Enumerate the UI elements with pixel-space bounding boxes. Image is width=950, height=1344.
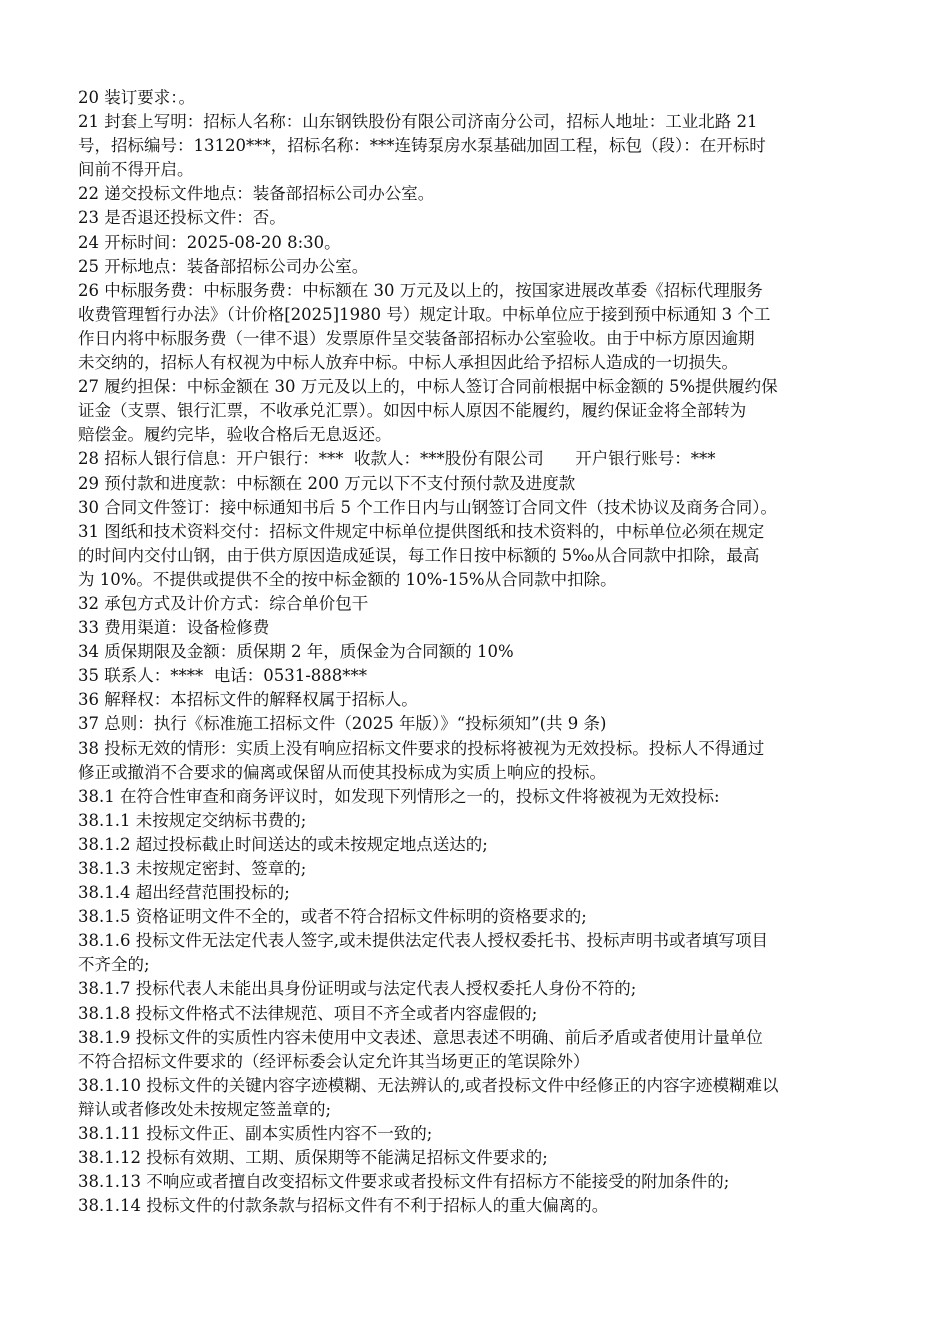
text-line: 21 封套上写明：招标人名称：山东钢铁股份有限公司济南分公司，招标人地址：工业北路 21	[78, 112, 758, 132]
text-line: 33 费用渠道：设备检修费	[78, 618, 270, 638]
text-line: 收费管理暂行办法》（计价格[2025]1980 号）规定计取。中标单位应于接到预中标通知 3 个工	[78, 304, 771, 324]
text-line: 23 是否退还投标文件：否。	[78, 208, 286, 228]
text-line: 38.1.13 不响应或者擅自改变招标文件要求或者投标文件有招标方不能接受的附加条件的;	[78, 1172, 730, 1192]
text-line: 25 开标地点：装备部招标公司办公室。	[78, 256, 369, 276]
text-line: 38.1.7 投标代表人未能出具身份证明或与法定代表人授权委托人身份不符的;	[78, 979, 637, 999]
text-line: 37 总则：执行《标准施工招标文件（2025 年版）》“投标须知”(共 9 条)	[78, 714, 607, 734]
text-line: 38.1.8 投标文件格式不法律规范、项目不齐全或者内容虚假的;	[78, 1003, 538, 1023]
text-line: 38.1.2 超过投标截止时间送达的或未按规定地点送达的;	[78, 834, 488, 854]
text-line: 为 10%。不提供或提供不全的按中标金额的 10%-15%从合同款中扣除。	[78, 569, 617, 589]
text-line: 号，招标编号：13120***，招标名称：***连铸泵房水泵基础加固工程，标包（段）：在开标时	[78, 136, 766, 156]
text-line: 32 承包方式及计价方式：综合单价包干	[78, 593, 369, 613]
text-line: 29 预付款和进度款：中标额在 200 万元以下不支付预付款及进度款	[78, 473, 576, 493]
text-line: 38.1.1 未按规定交纳标书费的;	[78, 810, 307, 830]
text-line: 未交纳的，招标人有权视为中标人放弃中标。中标人承担因此给予招标人造成的一切损失。	[78, 353, 738, 373]
text-line: 38.1.14 投标文件的付款条款与招标文件有不利于招标人的重大偏离的。	[78, 1196, 609, 1216]
text-line: 38.1.6 投标文件无法定代表人签字,或未提供法定代表人授权委托书、投标声明书或者填写项目	[78, 931, 768, 951]
text-line: 31 图纸和技术资料交付：招标文件规定中标单位提供图纸和技术资料的，中标单位必须在规定	[78, 521, 765, 541]
document-body	[78, 86, 878, 1218]
text-line: 28 招标人银行信息：开户银行：*** 收款人：***股份有限公司 开户银行账号：***	[78, 449, 716, 469]
text-line: 赔偿金。履约完毕，验收合格后无息返还。	[78, 425, 392, 445]
text-line: 不符合招标文件要求的（经评标委会认定允许其当场更正的笔误除外）	[78, 1051, 590, 1071]
text-line: 证金（支票、银行汇票，不收承兑汇票）。如因中标人原因不能履约，履约保证金将全部转为	[78, 401, 747, 421]
text-line: 间前不得开启。	[78, 160, 194, 180]
text-line: 26 中标服务费：中标服务费：中标额在 30 万元及以上的，按国家进展改革委《招标代理服务	[78, 280, 763, 300]
text-line: 38.1.9 投标文件的实质性内容未使用中文表述、意思表述不明确、前后矛盾或者使用计量单位	[78, 1027, 763, 1047]
text-line: 38.1.5 资格证明文件不全的，或者不符合招标文件标明的资格要求的;	[78, 907, 587, 927]
text-line: 22 递交投标文件地点：装备部招标公司办公室。	[78, 184, 435, 204]
text-line: 27 履约担保：中标金额在 30 万元及以上的，中标人签订合同前根据中标金额的 5%提供履约保	[78, 377, 778, 397]
text-line: 38.1.10 投标文件的关键内容字迹模糊、无法辨认的,或者投标文件中经修正的内容字迹模糊难以	[78, 1075, 779, 1095]
text-line: 30 合同文件签订：接中标通知书后 5 个工作日内与山钢签订合同文件（技术协议及商务合同）。	[78, 497, 777, 517]
text-line: 24 开标时间：2025-08-20 8:30。	[78, 232, 341, 252]
text-line: 20 装订要求：。	[78, 88, 195, 107]
text-line: 不齐全的;	[78, 955, 150, 975]
text-line: 38.1.11 投标文件正、副本实质性内容不一致的;	[78, 1124, 433, 1144]
text-line: 辩认或者修改处未按规定签盖章的;	[78, 1099, 332, 1119]
text-line: 35 联系人：**** 电话：0531-888***	[78, 666, 368, 686]
text-line: 作日内将中标服务费（一律不退）发票原件呈交装备部招标办公室验收。由于中标方原因逾期	[78, 328, 755, 348]
text-line: 38.1.4 超出经营范围投标的;	[78, 883, 290, 903]
text-line: 36 解释权：本招标文件的解释权属于招标人。	[78, 690, 418, 710]
text-line: 38.1 在符合性审查和商务评议时，如发现下列情形之一的，投标文件将被视为无效投标:	[78, 786, 720, 806]
text-line: 修正或撤消不合要求的偏离或保留从而使其投标成为实质上响应的投标。	[78, 762, 606, 782]
text-line: 34 质保期限及金额：质保期 2 年，质保金为合同额的 10%	[78, 642, 514, 662]
text-line: 38.1.3 未按规定密封、签章的;	[78, 859, 307, 878]
text-line: 的时间内交付山钢，由于供方原因造成延误，每工作日按中标额的 5‰从合同款中扣除，最高	[78, 545, 760, 565]
text-line: 38.1.12 投标有效期、工期、质保期等不能满足招标文件要求的;	[78, 1148, 548, 1168]
text-line: 38 投标无效的情形：实质上没有响应招标文件要求的投标将被视为无效投标。投标人不得通过	[78, 738, 765, 758]
